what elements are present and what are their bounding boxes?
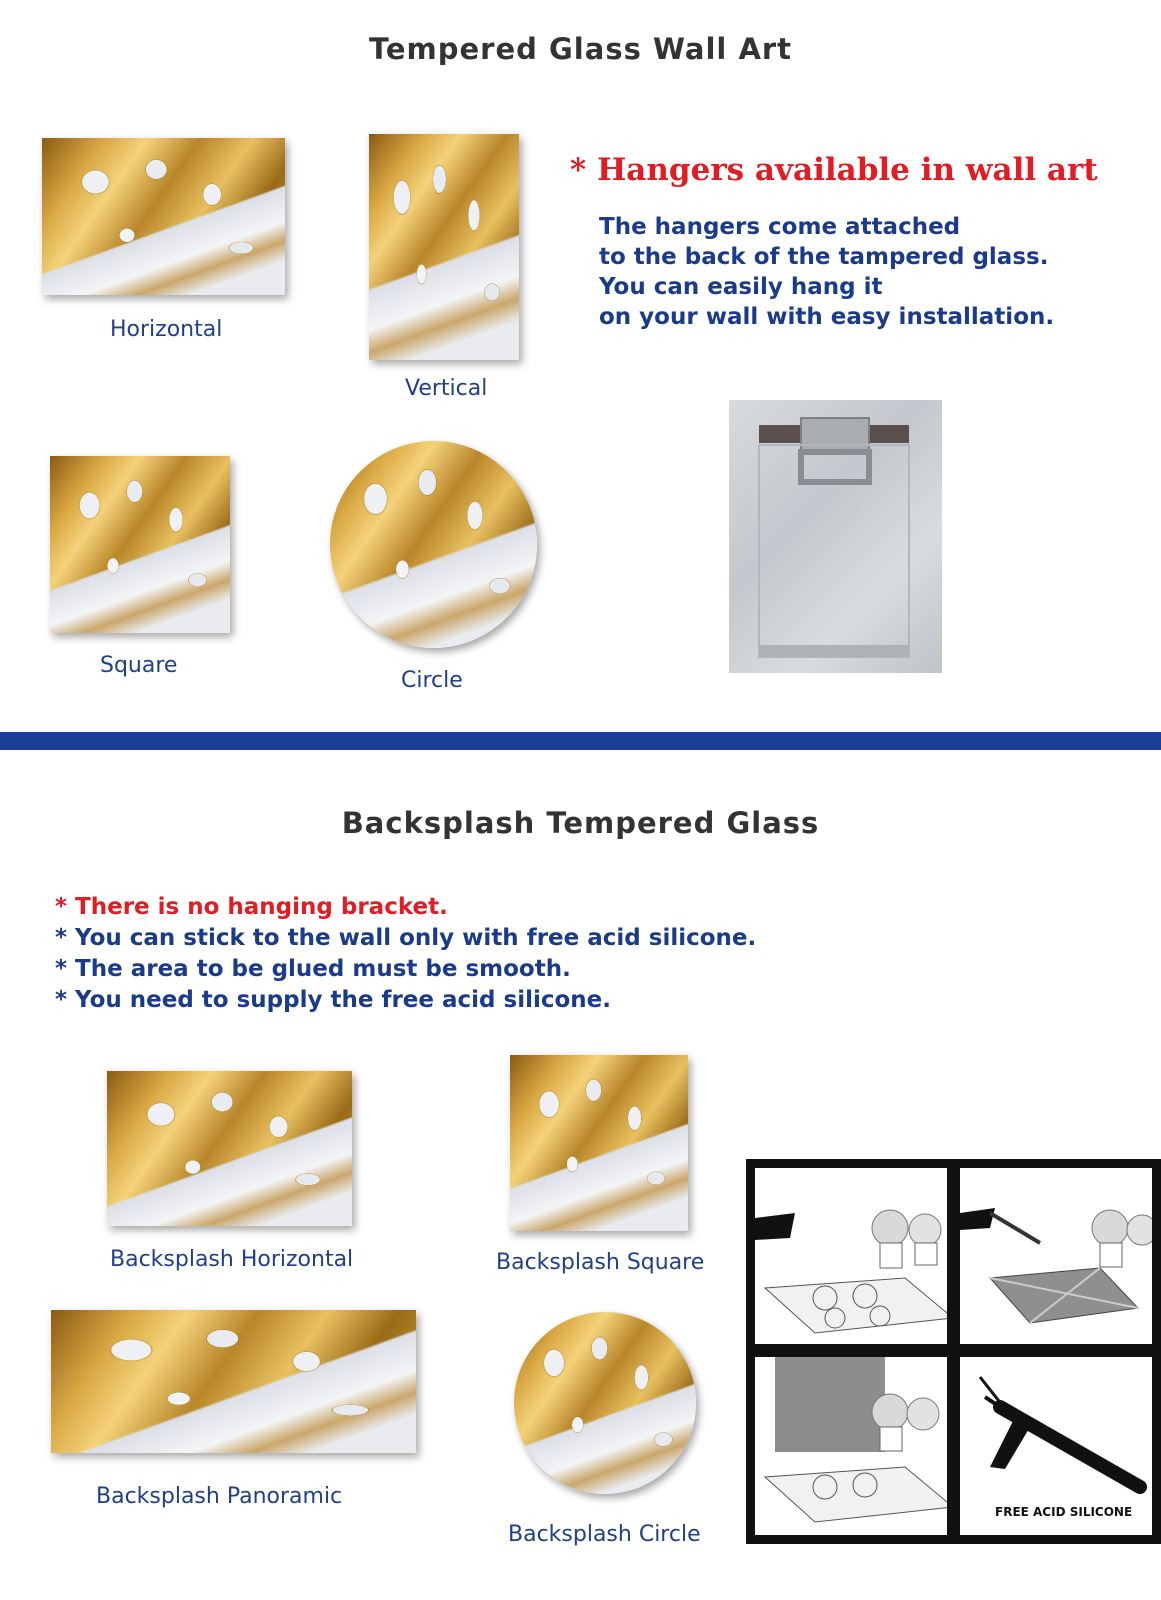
- horizontal-art-image: [42, 138, 285, 295]
- hangers-line: to the back of the tampered glass.: [599, 244, 1049, 270]
- step-panel-4: [957, 1354, 1155, 1538]
- step-panel-2: [957, 1165, 1155, 1347]
- section-divider: [0, 732, 1161, 750]
- circle-caption: Circle: [401, 668, 463, 693]
- note-no-bracket: * There is no hanging bracket.: [55, 894, 448, 920]
- step-panel-1: [752, 1165, 950, 1347]
- backsplash-title: Backsplash Tempered Glass: [341, 806, 820, 840]
- caulk-gun-icon: [960, 1357, 1155, 1507]
- square-caption: Square: [100, 653, 178, 678]
- stove-sketch-icon: [755, 1168, 950, 1347]
- circle-art-image: [330, 441, 537, 648]
- apply-silicone-icon: [960, 1168, 1155, 1347]
- hangers-heading: * Hangers available in wall art: [570, 152, 1098, 188]
- step-panel-3: [752, 1354, 950, 1538]
- backsplash-notes: [55, 892, 756, 1016]
- backsplash-horizontal-image: [107, 1071, 352, 1226]
- backsplash-circle-image: [514, 1312, 696, 1494]
- square-art-image: [50, 456, 230, 633]
- backsplash-panoramic-image: [51, 1310, 416, 1453]
- hanger-photo: [729, 400, 942, 673]
- hanger-icon: [729, 400, 942, 673]
- installation-steps: [746, 1159, 1161, 1544]
- hangers-line: The hangers come attached: [599, 214, 961, 240]
- vertical-art-image: [369, 134, 519, 360]
- backsplash-circle-caption: Backsplash Circle: [508, 1522, 701, 1547]
- note-smooth: * The area to be glued must be smooth.: [55, 956, 571, 982]
- vertical-caption: Vertical: [405, 376, 488, 401]
- backsplash-horizontal-caption: Backsplash Horizontal: [110, 1247, 354, 1272]
- hangers-description: [599, 212, 1054, 332]
- silicone-label: FREE ACID SILICONE: [995, 1505, 1133, 1519]
- backsplash-square-image: [510, 1055, 688, 1231]
- note-supply: * You need to supply the free acid silicone.: [55, 987, 612, 1013]
- backsplash-square-caption: Backsplash Square: [496, 1250, 705, 1275]
- mounted-glass-icon: [755, 1357, 950, 1538]
- horizontal-caption: Horizontal: [110, 317, 223, 342]
- backsplash-panoramic-caption: Backsplash Panoramic: [96, 1484, 343, 1509]
- note-silicone: * You can stick to the wall only with free acid silicone.: [55, 925, 757, 951]
- hangers-line: You can easily hang it: [599, 274, 883, 300]
- wall-art-title: Tempered Glass Wall Art: [368, 32, 793, 66]
- hangers-line: on your wall with easy installation.: [599, 304, 1055, 330]
